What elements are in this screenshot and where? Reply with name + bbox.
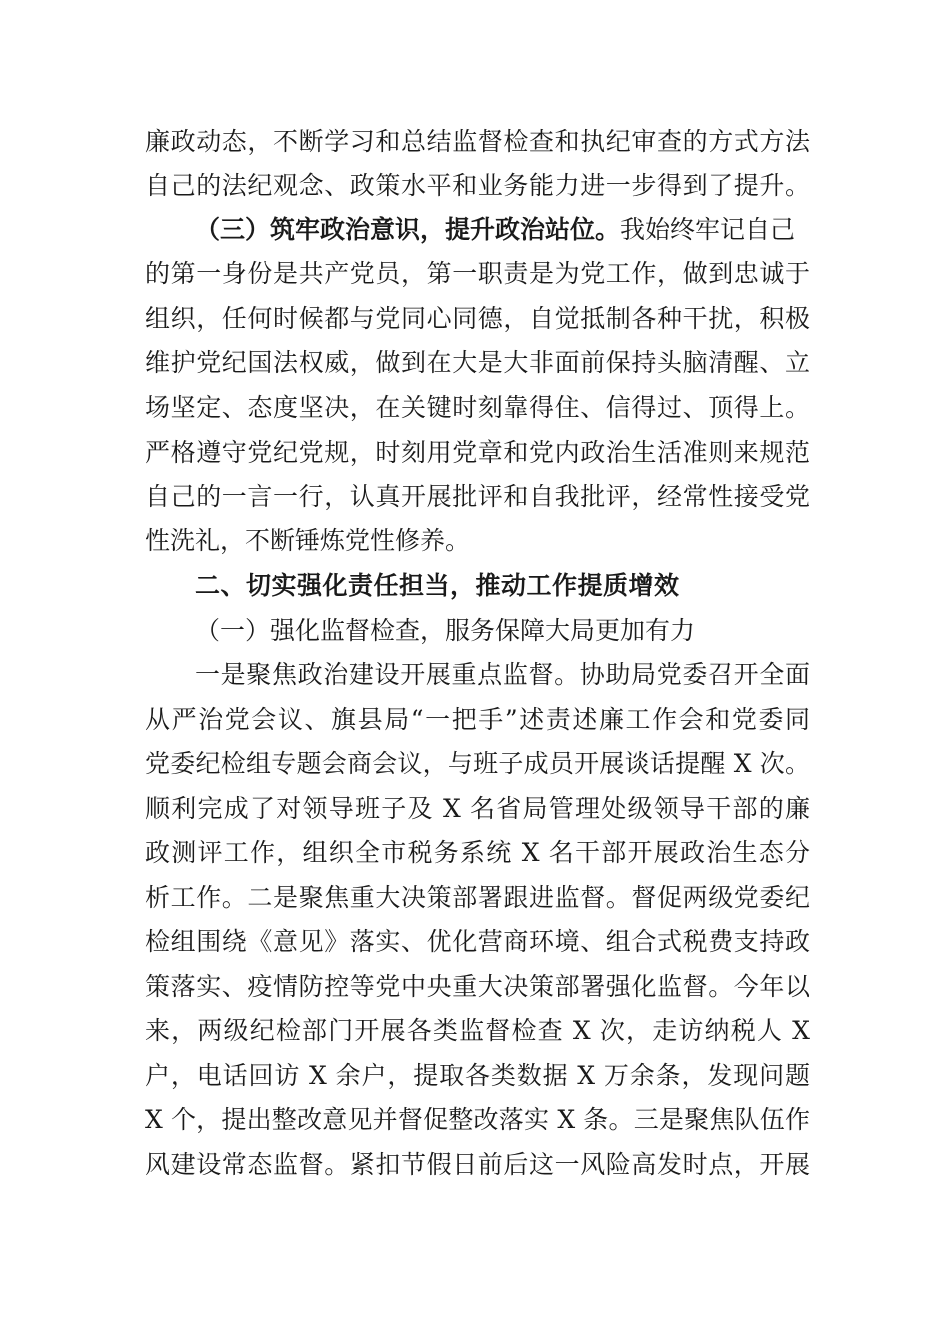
body-text-line: 政测评工作，组织全市税务系统 X 名干部开展政治生态分 <box>145 838 810 867</box>
body-text-line: X 个，提出整改意见并督促整改落实 X 条。三是聚焦队伍作 <box>145 1105 810 1134</box>
body-text-line: 性洗礼，不断锤炼党性修养。 <box>145 526 471 555</box>
paragraph-3-first-line <box>195 208 810 252</box>
body-text-line: 组织，任何时候都与党同心同德，自觉抵制各种干扰，积极 <box>145 304 810 333</box>
paragraph-3-lead-heading: （三）筑牢政治意识，提升政治站位。 <box>195 215 621 244</box>
body-text-line: 析工作。二是聚焦重大决策部署跟进监督。督促两级党委纪 <box>145 883 810 912</box>
body-text-line: 顺利完成了对领导班子及 X 名省局管理处级领导干部的廉 <box>145 794 810 823</box>
body-text-line: 一是聚焦政治建设开展重点监督。协助局党委召开全面 <box>195 660 810 689</box>
body-text-line: 场坚定、态度坚决，在关键时刻靠得住、信得过、顶得上。 <box>145 393 810 422</box>
body-text-line: 检组围绕《意见》落实、优化营商环境、组合式税费支持政 <box>145 927 810 956</box>
body-text-line: 严格遵守党纪党规，时刻用党章和党内政治生活准则来规范 <box>145 438 810 467</box>
paragraph-3-opening-text: 我始终牢记自己 <box>620 215 796 244</box>
body-text-line: 的第一身份是共产党员，第一职责是为党工作，做到忠诚于 <box>145 259 810 288</box>
body-text-line: 廉政动态，不断学习和总结监督检查和执纪审查的方式方法 <box>145 127 810 156</box>
body-text-line: 维护党纪国法权威，做到在大是大非面前保持头脑清醒、立 <box>145 348 810 377</box>
section-2-heading: 二、切实强化责任担当，推动工作提质增效 <box>195 571 680 600</box>
body-text-line: 户，电话回访 X 余户，提取各类数据 X 万余条，发现问题 <box>145 1061 810 1090</box>
subsection-1-heading: （一）强化监督检查，服务保障大局更加有力 <box>195 616 696 645</box>
body-text-line: 从严治党会议、旗县局“一把手”述责述廉工作会和党委同 <box>145 705 810 734</box>
body-text-line: 党委纪检组专题会商会议，与班子成员开展谈话提醒 X 次。 <box>145 749 810 778</box>
body-text-line: 风建设常态监督。紧扣节假日前后这一风险高发时点，开展 <box>145 1150 810 1179</box>
body-text-line: 自己的法纪观念、政策水平和业务能力进一步得到了提升。 <box>145 171 810 200</box>
body-text-line: 自己的一言一行，认真开展批评和自我批评，经常性接受党 <box>145 482 810 511</box>
body-text-line: 策落实、疫情防控等党中央重大决策部署强化监督。今年以 <box>145 972 810 1001</box>
body-text-line: 来，两级纪检部门开展各类监督检查 X 次，走访纳税人 X <box>145 1016 810 1045</box>
